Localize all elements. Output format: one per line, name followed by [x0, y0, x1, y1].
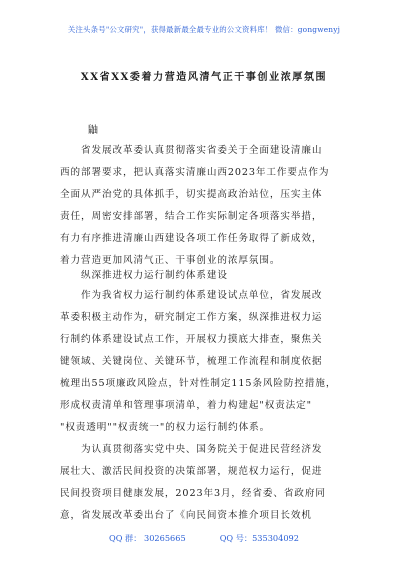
paragraph-line: 省发展改革委认真贯彻落实省委关于全面建设清廉山 [81, 145, 323, 156]
paragraph-line: 展壮大、激活民间投资的决策部署，规范权力运行，促进 [60, 466, 323, 477]
paragraph-1 [60, 140, 352, 272]
paragraph-line: 形成权责清单和管理事项清单，着力构建起"权责法定" [60, 400, 312, 411]
paragraph-3 [60, 439, 352, 527]
paragraph-line: 全面从严治党的具体抓手，切实提高政治站位，压实主体 [60, 189, 323, 200]
paragraph-line: 行制约体系建设试点工作，开展权力摸底大排查，聚焦关 [60, 334, 323, 345]
paragraph-line: 键领域、关键岗位、关键环节，梳理工作流程和制度依据 [60, 356, 323, 367]
paragraph-line: 梳理出55项廉政风险点，针对性制定115条风险防控措施， [60, 378, 337, 389]
paragraph-line: 西的部署要求，把认真落实清廉山西2023年工作要点作为 [60, 167, 330, 178]
document-title: XX省XX委着力营造风清气正干事创业浓厚氛围 [80, 72, 328, 83]
paragraph-line: 作为我省权力运行制约体系建设试点单位，省发展改 [81, 290, 323, 301]
header-promo-note: 关注头条号"公文研究"，获得最新最全最专业的公文资料库！ 微信：gongwenyj [67, 25, 341, 34]
section-subheading: 纵深推进权力运行制约体系建设 [81, 270, 228, 281]
footer-contacts [0, 533, 408, 544]
paragraph-line: 民间投资项目健康发展，2023年3月，经省委、省政府同 [60, 488, 326, 499]
footer-qq-group: QQ 群： 30265665 [109, 533, 186, 543]
paragraph-line: 责任，周密安排部署，结合工作实际制定各项落实举措， [60, 211, 323, 222]
stray-glyph: 鼬 [88, 125, 98, 136]
paragraph-line: 为认真贯彻落实党中央、国务院关于促进民营经济发 [81, 444, 323, 455]
paragraph-line: 着力营造更加风清气正、干事创业的浓厚氛围。 [60, 255, 281, 266]
paragraph-2 [60, 285, 352, 439]
paragraph-line: 有力有序推进清廉山西建设各项工作任务取得了新成效， [60, 233, 323, 244]
footer-qq-number: QQ 号：535304092 [219, 533, 299, 543]
paragraph-line: 革委积极主动作为，研究制定工作方案，纵深推进权力运 [60, 312, 323, 323]
paragraph-line: 意，省发展改革委出台了《向民间资本推介项目长效机 [60, 510, 312, 521]
paragraph-line: "权责透明""权责统一"的权力运行制约体系。 [60, 422, 271, 433]
